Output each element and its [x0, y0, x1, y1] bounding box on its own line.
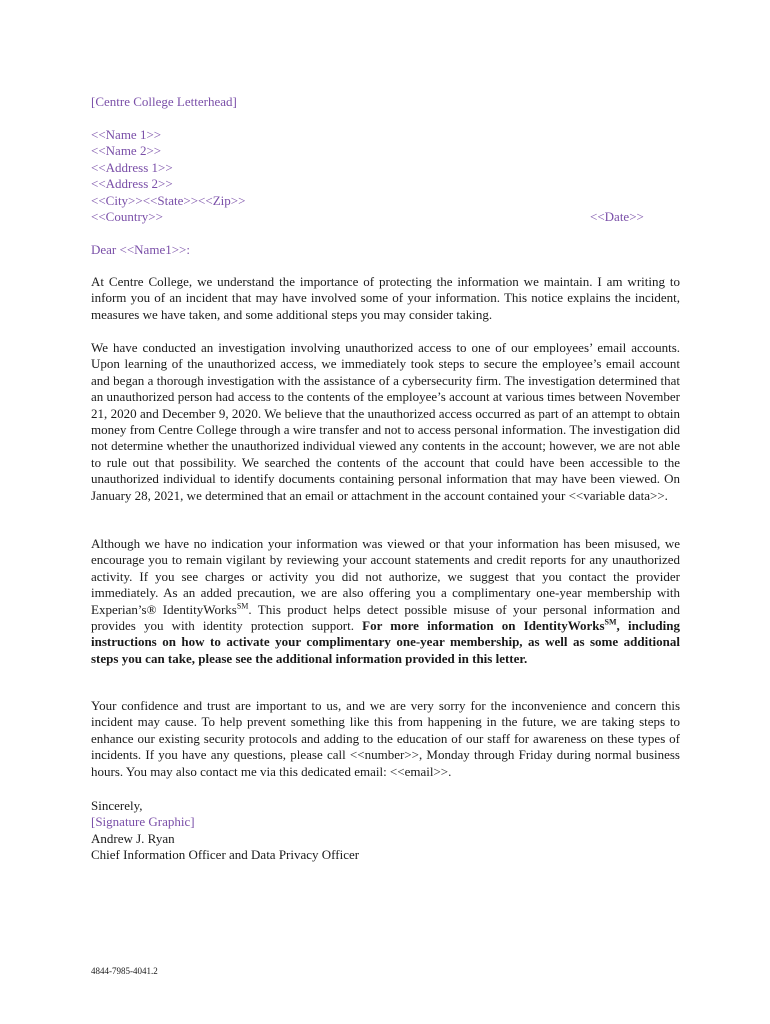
salutation: Dear <<Name1>>: — [91, 242, 190, 257]
precautions-text-a: Although we have no indication your information was viewed or that your information has been misused, we encourage you to remain vigilant by reviewing your account statements and credit reports for any unauthorized activity. If you see charges or activity you did not authorize, we suggest that you contact the provider immediately. As an added precaution, we are also offering you a complimentary one-year membership with Experian’s® IdentityWorks — [91, 536, 680, 617]
service-mark: SM — [236, 601, 249, 611]
precautions-bold-b: , including instructions on how to activate your complimentary one-year membership, as well as some additional steps you can take, please see the additional information provided in this letter. — [91, 618, 681, 666]
paragraph-intro: At Centre College, we understand the importance of protecting the information we maintain. I am writing to inform you of an incident that may have involved some of your information. This notice explains the incident, measures we have taken, and some additional steps you may consider taking. — [91, 274, 680, 322]
precautions-text-b: . This product helps detect possible misuse of your personal information and provides you with identity protection support. — [91, 601, 680, 634]
closing-sincerely: Sincerely, — [91, 798, 143, 813]
recipient-address-2: <<Address 2>> — [91, 176, 173, 191]
recipient-name-2: <<Name 2>> — [91, 143, 162, 158]
letterhead-placeholder: [Centre College Letterhead] — [91, 94, 237, 109]
paragraph-apology: Your confidence and trust are important to us, and we are very sorry for the inconvenience and concern this incident may cause. To help prevent something like this from happening in the future, we are taking steps to enhance our existing security protocols and adding to the education of our staff for awareness on these types of incidents. If you have any questions, please call <<number>>, Monday through Friday during normal business hours. You may also contact me via this dedicated email: <<email>>. — [91, 698, 680, 779]
signer-title: Chief Information Officer and Data Privacy Officer — [91, 847, 360, 862]
paragraph-precautions — [91, 536, 680, 667]
letter-date: <<Date>> — [590, 209, 644, 224]
signature-placeholder: [Signature Graphic] — [91, 814, 195, 829]
document-number: 4844-7985-4041.2 — [91, 966, 158, 976]
recipient-name-1: <<Name 1>> — [91, 127, 162, 142]
paragraph-investigation: We have conducted an investigation involving unauthorized access to one of our employees’ email accounts. Upon learning of the unauthorized access, we immediately took steps to secure the employee’s email account and began a thorough investigation with the assistance of a cybersecurity firm. The investigation determined that an unauthorized person had access to the contents of the employee’s account at various times between November 21, 2020 and December 9, 2020. We believe that the unauthorized access occurred as part of an attempt to obtain money from Centre College through a wire transfer and not to access personal information. The investigation did not determine whether the unauthorized individual viewed any contents in the account; however, we are not able to rule out that possibility. We searched the contents of the account that could have been accessible to the unauthorized individual to identify documents containing personal information that may have been viewed. On January 28, 2021, we determined that an email or attachment in the account contained your <<variable data>>. — [91, 340, 680, 503]
service-mark-bold: SM — [604, 617, 617, 627]
recipient-country: <<Country>> — [91, 209, 163, 224]
recipient-city-state-zip: <<City>><<State>><<Zip>> — [91, 193, 246, 208]
recipient-address-1: <<Address 1>> — [91, 160, 173, 175]
signer-name: Andrew J. Ryan — [91, 831, 175, 846]
precautions-bold-a: For more information on IdentityWorks — [362, 618, 605, 634]
